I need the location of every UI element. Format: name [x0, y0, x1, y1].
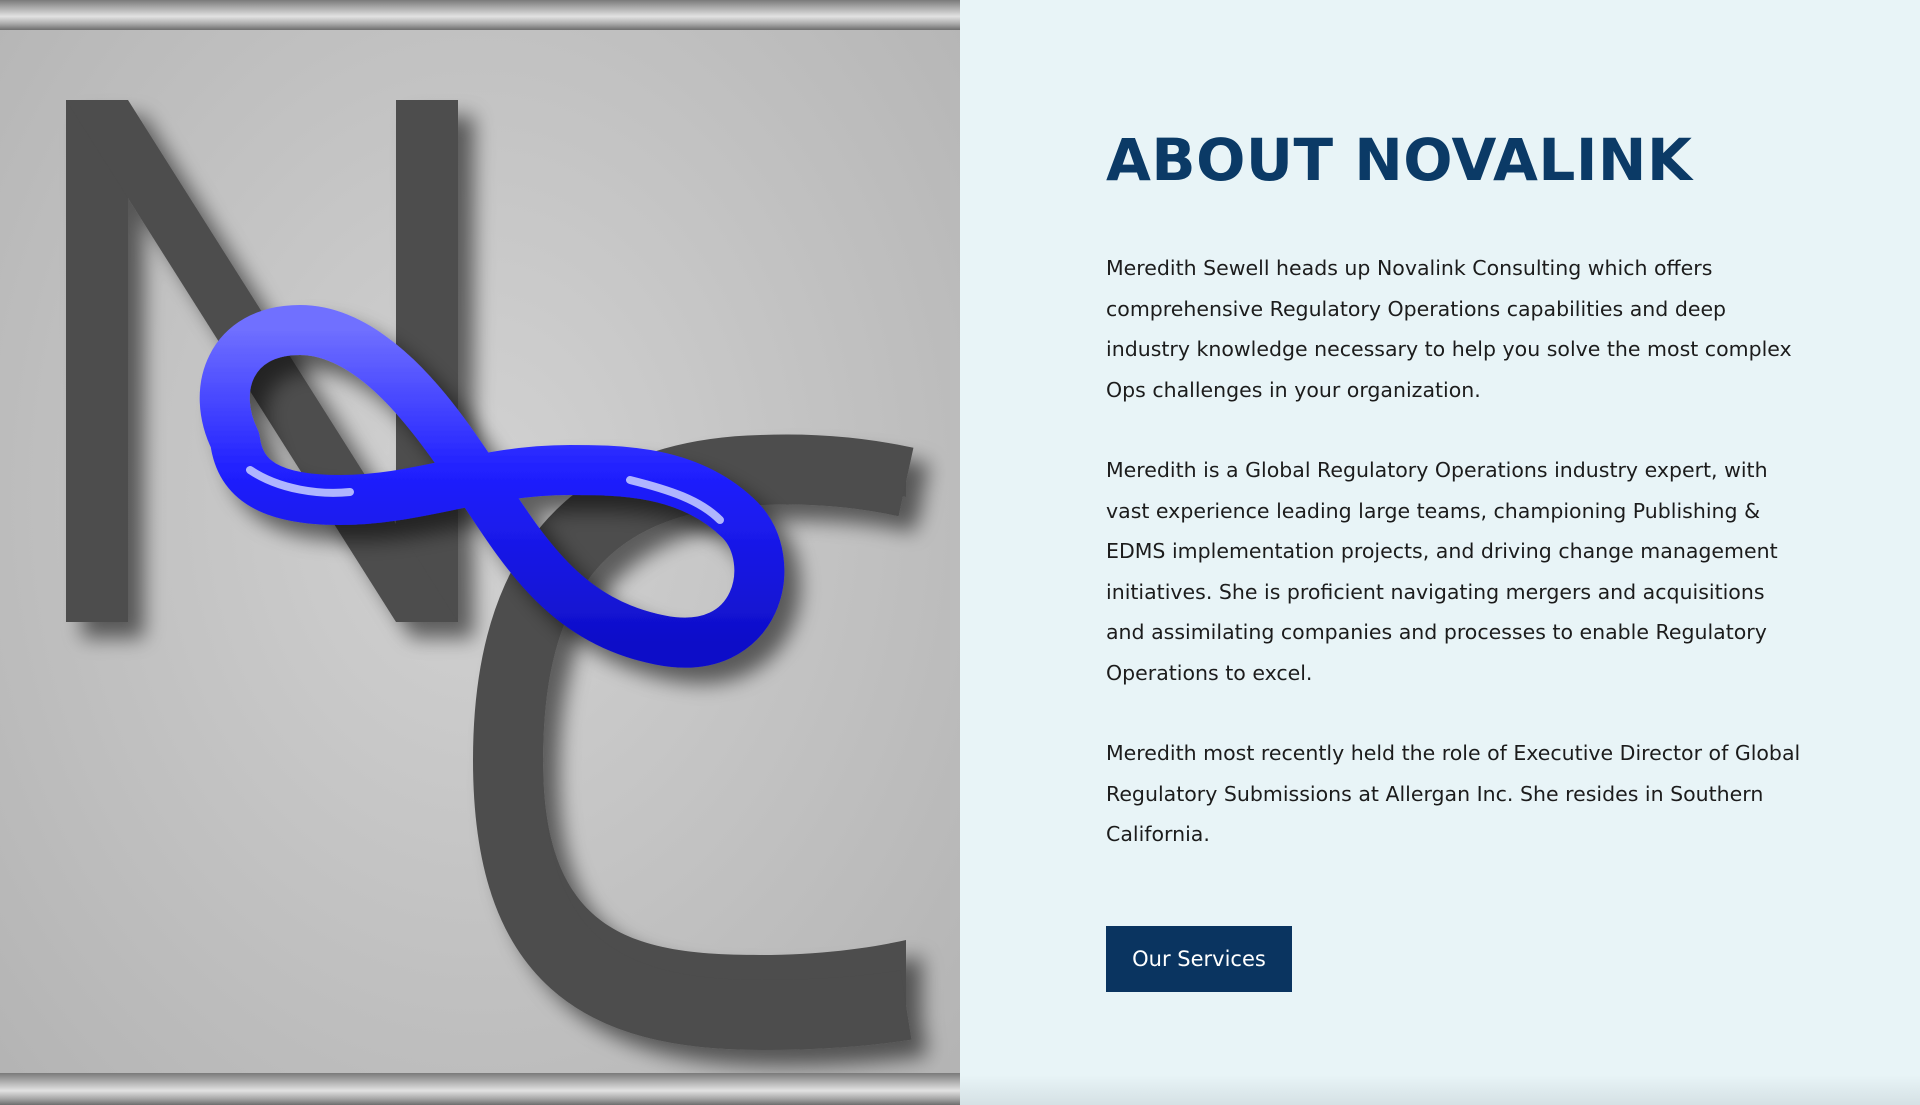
about-text-block — [1106, 120, 1806, 855]
about-paragraph-background: Meredith most recently held the role of Executive Director of Global Regulatory Submissions at Allergan Inc. She resides in Southern California. — [1106, 741, 1801, 846]
about-paragraph-intro: Meredith Sewell heads up Novalink Consulting which offers comprehensive Regulatory Operations capabilities and deep industry knowledge necessary to help you solve the most complex Ops challenges in your organization. — [1106, 256, 1792, 402]
page-title: ABOUT NOVALINK — [1106, 126, 1693, 194]
letter-c-shape — [508, 468, 906, 1015]
our-services-button[interactable]: Our Services — [1106, 926, 1292, 992]
about-paragraph-expertise: Meredith is a Global Regulatory Operations industry expert, with vast experience leading large teams, championing Publishing & EDMS implementation projects, and driving change management initiatives. She is proficient navigating mergers and acquisitions and assimilating companies and processes to enable Regulatory Operations to excel. — [1106, 458, 1778, 685]
about-content-panel — [960, 0, 1920, 1105]
infinity-ribbon — [225, 330, 760, 643]
bottom-metal-rail — [0, 1073, 960, 1105]
bottom-shadow — [960, 1075, 1920, 1105]
